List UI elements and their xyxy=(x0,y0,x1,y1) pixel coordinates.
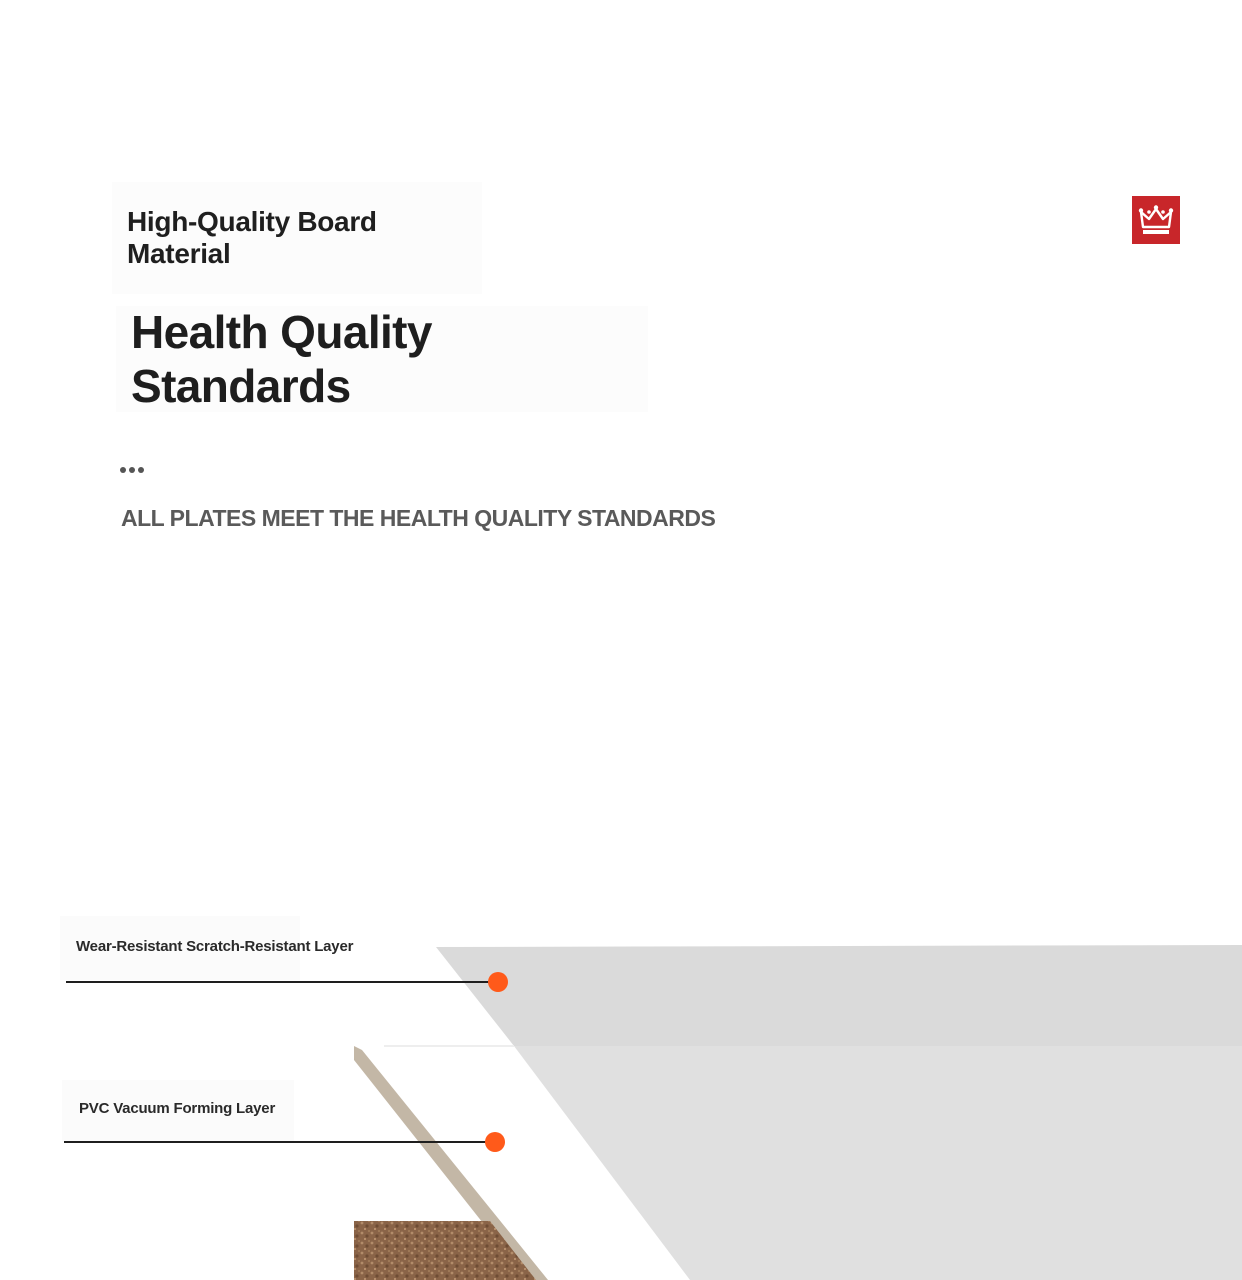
callout-dot xyxy=(488,972,508,992)
layer-label: Wear-Resistant Scratch-Resistant Layer xyxy=(76,938,354,955)
layer-label: PVC Vacuum Forming Layer xyxy=(79,1100,276,1117)
lower-layer-surface xyxy=(514,1046,1242,1280)
particle-board-core xyxy=(354,1221,536,1280)
page-subtitle: ALL PLATES MEET THE HEALTH QUALITY STANDARDS xyxy=(121,505,716,531)
ellipsis-dots xyxy=(120,467,160,477)
eyebrow-heading: High-Quality Board Material xyxy=(127,206,377,269)
page-title-box xyxy=(116,306,648,412)
callout-dot xyxy=(485,1132,505,1152)
board-layer-diagram xyxy=(0,900,1242,1280)
crown-icon xyxy=(1132,196,1180,244)
eyebrow-heading-box xyxy=(112,182,482,294)
page-title: Health Quality Standards xyxy=(131,306,432,412)
top-layer-surface xyxy=(436,945,1242,1046)
